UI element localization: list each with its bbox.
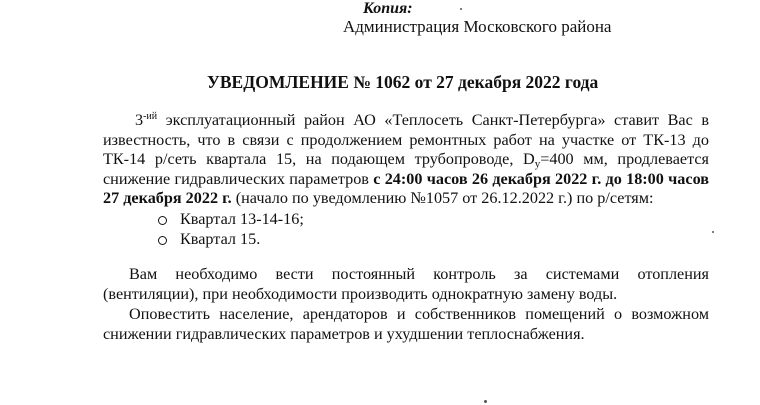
- paragraph-notify: Оповестить население, арендаторов и собственников помещений о возможном снижении гидравлических параметров и ухудшении теплоснабжения.: [103, 305, 709, 343]
- list-item: [158, 230, 304, 250]
- circle-bullet-icon: [158, 216, 167, 225]
- paragraph-control: Вам необходимо вести постоянный контроль за системами отопления (вентиляции), при необходимости производить однократную замену воды.: [103, 265, 709, 303]
- reduction-period: с 24:00 часов 26 декабря 2022 г. до 18:00 часов 27 декабря 2022 г.: [103, 169, 709, 208]
- paragraph-main-text-a: эксплуатационный район АО «Теплосеть Санкт-Петербурга» ставит Вас в известность, что в связи с продолжением ремонтных работ на участке от ТК-13 до ТК-14 р/сеть квартала 15, на подающем трубопроводе, D: [103, 111, 709, 169]
- paragraph-main-text-c: (начало по уведомлению №1057 от 26.12.2022 г.) по р/сетям:: [231, 189, 654, 208]
- district-number: 3: [135, 111, 144, 129]
- scan-speck: [460, 8, 462, 10]
- paragraph-main: [103, 111, 709, 209]
- circle-bullet-icon: [158, 236, 167, 245]
- ordinal-suffix: -ий: [143, 111, 158, 122]
- network-item-label: Квартал 13-14-16;: [180, 210, 304, 228]
- scan-speck: [712, 231, 714, 233]
- scan-speck: [484, 400, 487, 403]
- network-list: [158, 210, 304, 249]
- document-title: УВЕДОМЛЕНИЕ № 1062 от 27 декабря 2022 года: [207, 72, 599, 92]
- paragraph-main-text-b: =400 мм, продлевается снижение гидравлических параметров: [103, 150, 709, 188]
- network-item-label: Квартал 15.: [180, 229, 261, 248]
- copy-recipient: Администрация Московского района: [343, 17, 612, 36]
- list-item: [158, 210, 304, 230]
- pipe-diameter-subscript: у: [534, 158, 541, 171]
- copy-label: Копия:: [363, 0, 413, 17]
